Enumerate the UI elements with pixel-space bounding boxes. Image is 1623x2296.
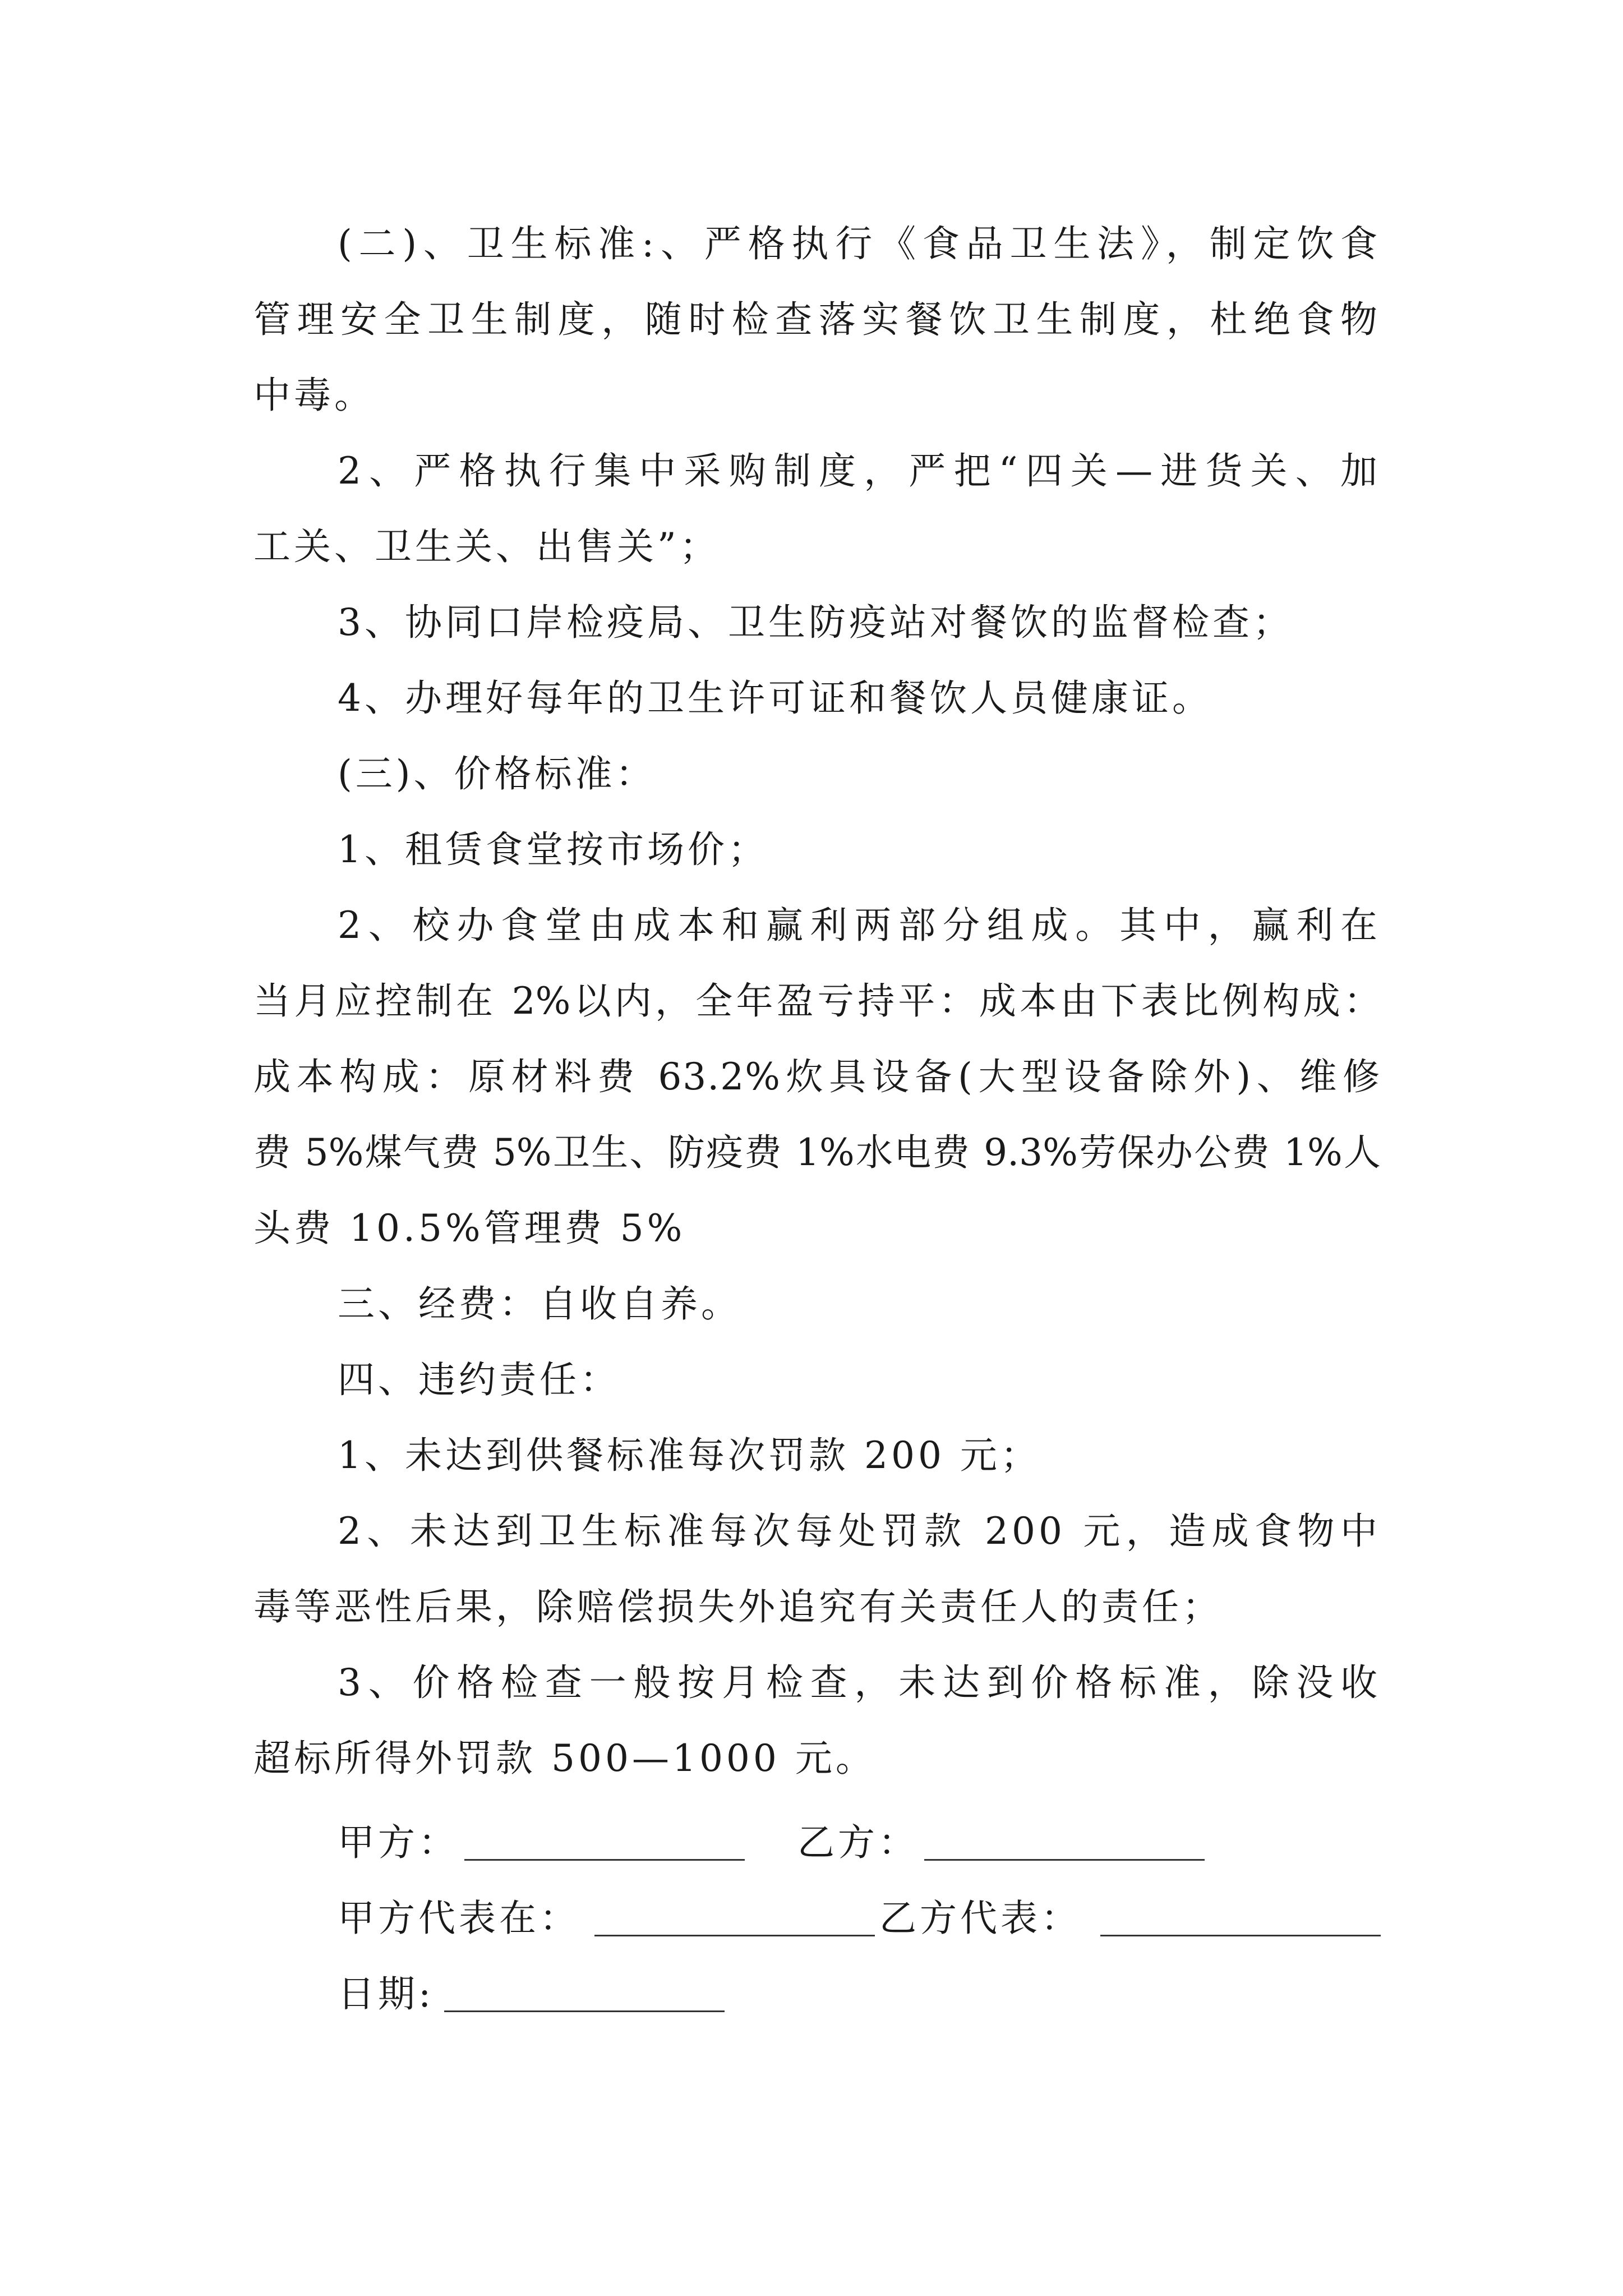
text-line: 四、违约责任： xyxy=(338,1358,620,1401)
party-b-rep-label: 乙方代表： xyxy=(879,1897,1081,1940)
signature-row-date xyxy=(338,1963,1381,2025)
text-line: (三)、价格标准： xyxy=(338,752,656,795)
party-b-label: 乙方： xyxy=(797,1821,919,1864)
text-line: 2、未达到卫生标准每次每处罚款 200 元，造成食物中 xyxy=(338,1510,1381,1553)
text-line: 3、价格检查一般按月检查，未达到价格标准，除没收 xyxy=(338,1661,1381,1704)
date-label: 日期: xyxy=(338,1972,435,2016)
text-line: 1、未达到供餐标准每次罚款 200 元； xyxy=(338,1434,1041,1477)
text-line: 费 5%煤气费 5%卫生、防疫费 1%水电费 9.3%劳保办公费 1%人 xyxy=(253,1131,1381,1174)
text-line: 2、校办食堂由成本和赢利两部分组成。其中，赢利在 xyxy=(338,904,1381,947)
date-blank xyxy=(444,2010,725,2012)
text-line: (二)、卫生标准:、严格执行《食品卫生法》，制定饮食 xyxy=(338,222,1381,265)
text-line: 管理安全卫生制度，随时检查落实餐饮卫生制度，杜绝食物 xyxy=(253,298,1381,341)
text-line: 1、租赁食堂按市场价； xyxy=(338,828,768,871)
text-line: 成本构成：原材料费 63.2%炊具设备(大型设备除外)、维修 xyxy=(253,1055,1381,1098)
party-a-rep-blank xyxy=(594,1935,875,1936)
text-line: 超标所得外罚款 500—1000 元。 xyxy=(253,1737,876,1780)
text-line: 中毒。 xyxy=(253,374,375,417)
party-b-rep-blank xyxy=(1100,1935,1381,1936)
text-line: 3、协同口岸检疫局、卫生防疫站对餐饮的监督检查； xyxy=(338,601,1293,644)
text-line: 毒等恶性后果，除赔偿损失外追究有关责任人的责任； xyxy=(253,1585,1223,1628)
signature-row-representatives xyxy=(338,1888,1381,1949)
party-a-blank xyxy=(464,1859,745,1861)
party-a-rep-label: 甲方代表在： xyxy=(338,1897,580,1940)
party-b-blank xyxy=(924,1859,1205,1861)
party-a-label: 甲方： xyxy=(338,1821,459,1864)
text-line: 头费 10.5%管理费 5% xyxy=(253,1207,686,1250)
text-line: 三、经费：自收自养。 xyxy=(338,1282,741,1326)
text-line: 当月应控制在 2%以内，全年盈亏持平：成本由下表比例构成： xyxy=(253,979,1381,1023)
text-line: 4、办理好每年的卫生许可证和餐饮人员健康证。 xyxy=(338,677,1212,720)
text-line: 工关、卫生关、出售关”； xyxy=(253,525,720,568)
signature-row-parties xyxy=(338,1812,1381,1874)
text-line: 2、严格执行集中采购制度，严把“四关—进货关、加 xyxy=(338,449,1381,493)
